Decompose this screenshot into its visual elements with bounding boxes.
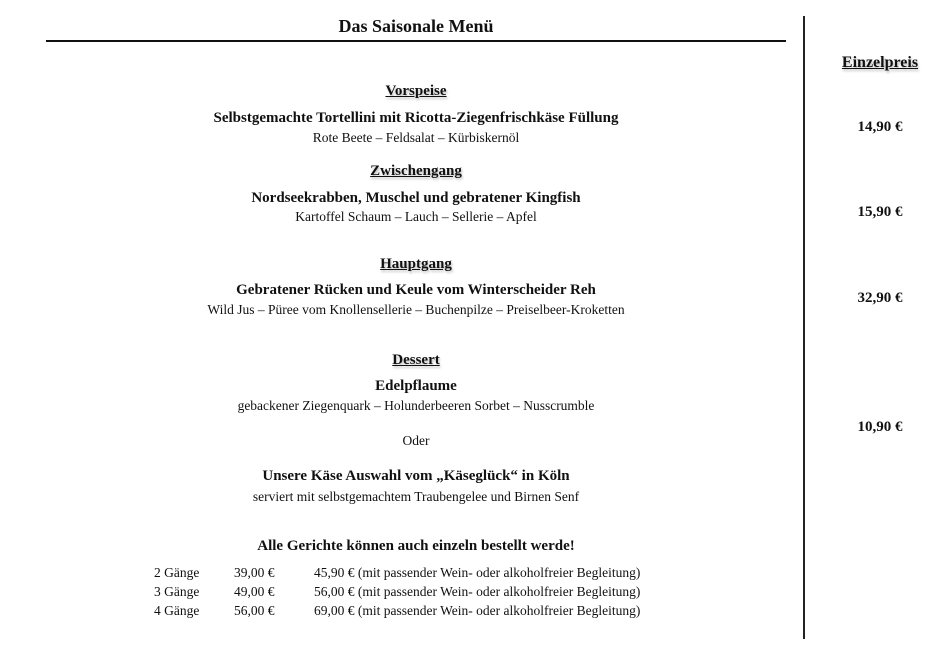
dish-description: gebackener Ziegenquark – Holunderbeeren Sorbet – Nusscrumble (237, 398, 595, 413)
dish-description: Rote Beete – Feldsalat – Kürbiskernöl (312, 130, 520, 145)
price-vorspeise: 14,90 € (857, 119, 903, 135)
set-menu-pairing-price: 45,90 € (mit passender Wein- oder alkoholfreier Begleitung) (314, 565, 641, 580)
dish-description: Wild Jus – Püree vom Knollensellerie – Buchenpilze – Preiselbeer-Kroketten (207, 302, 625, 317)
price-zwischengang: 15,90 € (857, 204, 903, 220)
price-hauptgang: 32,90 € (857, 290, 903, 306)
alt-dish-name: Unsere Käse Auswahl vom „Käseglück“ in Köln (262, 468, 570, 484)
course-heading-zwischengang: Zwischengang (370, 163, 462, 179)
course-heading-hauptgang: Hauptgang (380, 256, 452, 272)
set-menu-pairing-price: 69,00 € (mit passender Wein- oder alkoholfreier Begleitung) (314, 603, 641, 618)
set-menu-price: 56,00 € (234, 603, 275, 618)
column-divider (803, 16, 805, 639)
dish-description: Kartoffel Schaum – Lauch – Sellerie – Apfel (295, 209, 537, 224)
set-menu-courses: 3 Gänge (154, 584, 200, 599)
dish-name: Selbstgemachte Tortellini mit Ricotta-Ziegenfrischkäse Füllung (213, 110, 619, 126)
or-label: Oder (402, 433, 430, 448)
set-menu-courses: 2 Gänge (154, 565, 200, 580)
dish-name: Nordseekrabben, Muschel und gebratener Kingfish (251, 190, 581, 206)
course-heading-vorspeise: Vorspeise (385, 83, 447, 99)
set-menu-price: 49,00 € (234, 584, 275, 599)
a-la-carte-note: Alle Gerichte können auch einzeln bestellt werde! (257, 538, 575, 554)
menu-title: Das Saisonale Menü (338, 16, 494, 36)
price-dessert: 10,90 € (857, 419, 903, 435)
course-heading-dessert: Dessert (392, 352, 440, 368)
alt-dish-description: serviert mit selbstgemachtem Traubengelee und Birnen Senf (252, 489, 580, 504)
set-menu-courses: 4 Gänge (154, 603, 200, 618)
price-column-header: Einzelpreis (841, 54, 919, 71)
title-underline (46, 40, 786, 42)
set-menu-price: 39,00 € (234, 565, 275, 580)
dish-name: Gebratener Rücken und Keule vom Winterscheider Reh (236, 282, 596, 298)
dish-name: Edelpflaume (375, 378, 457, 394)
set-menu-pairing-price: 56,00 € (mit passender Wein- oder alkoholfreier Begleitung) (314, 584, 641, 599)
